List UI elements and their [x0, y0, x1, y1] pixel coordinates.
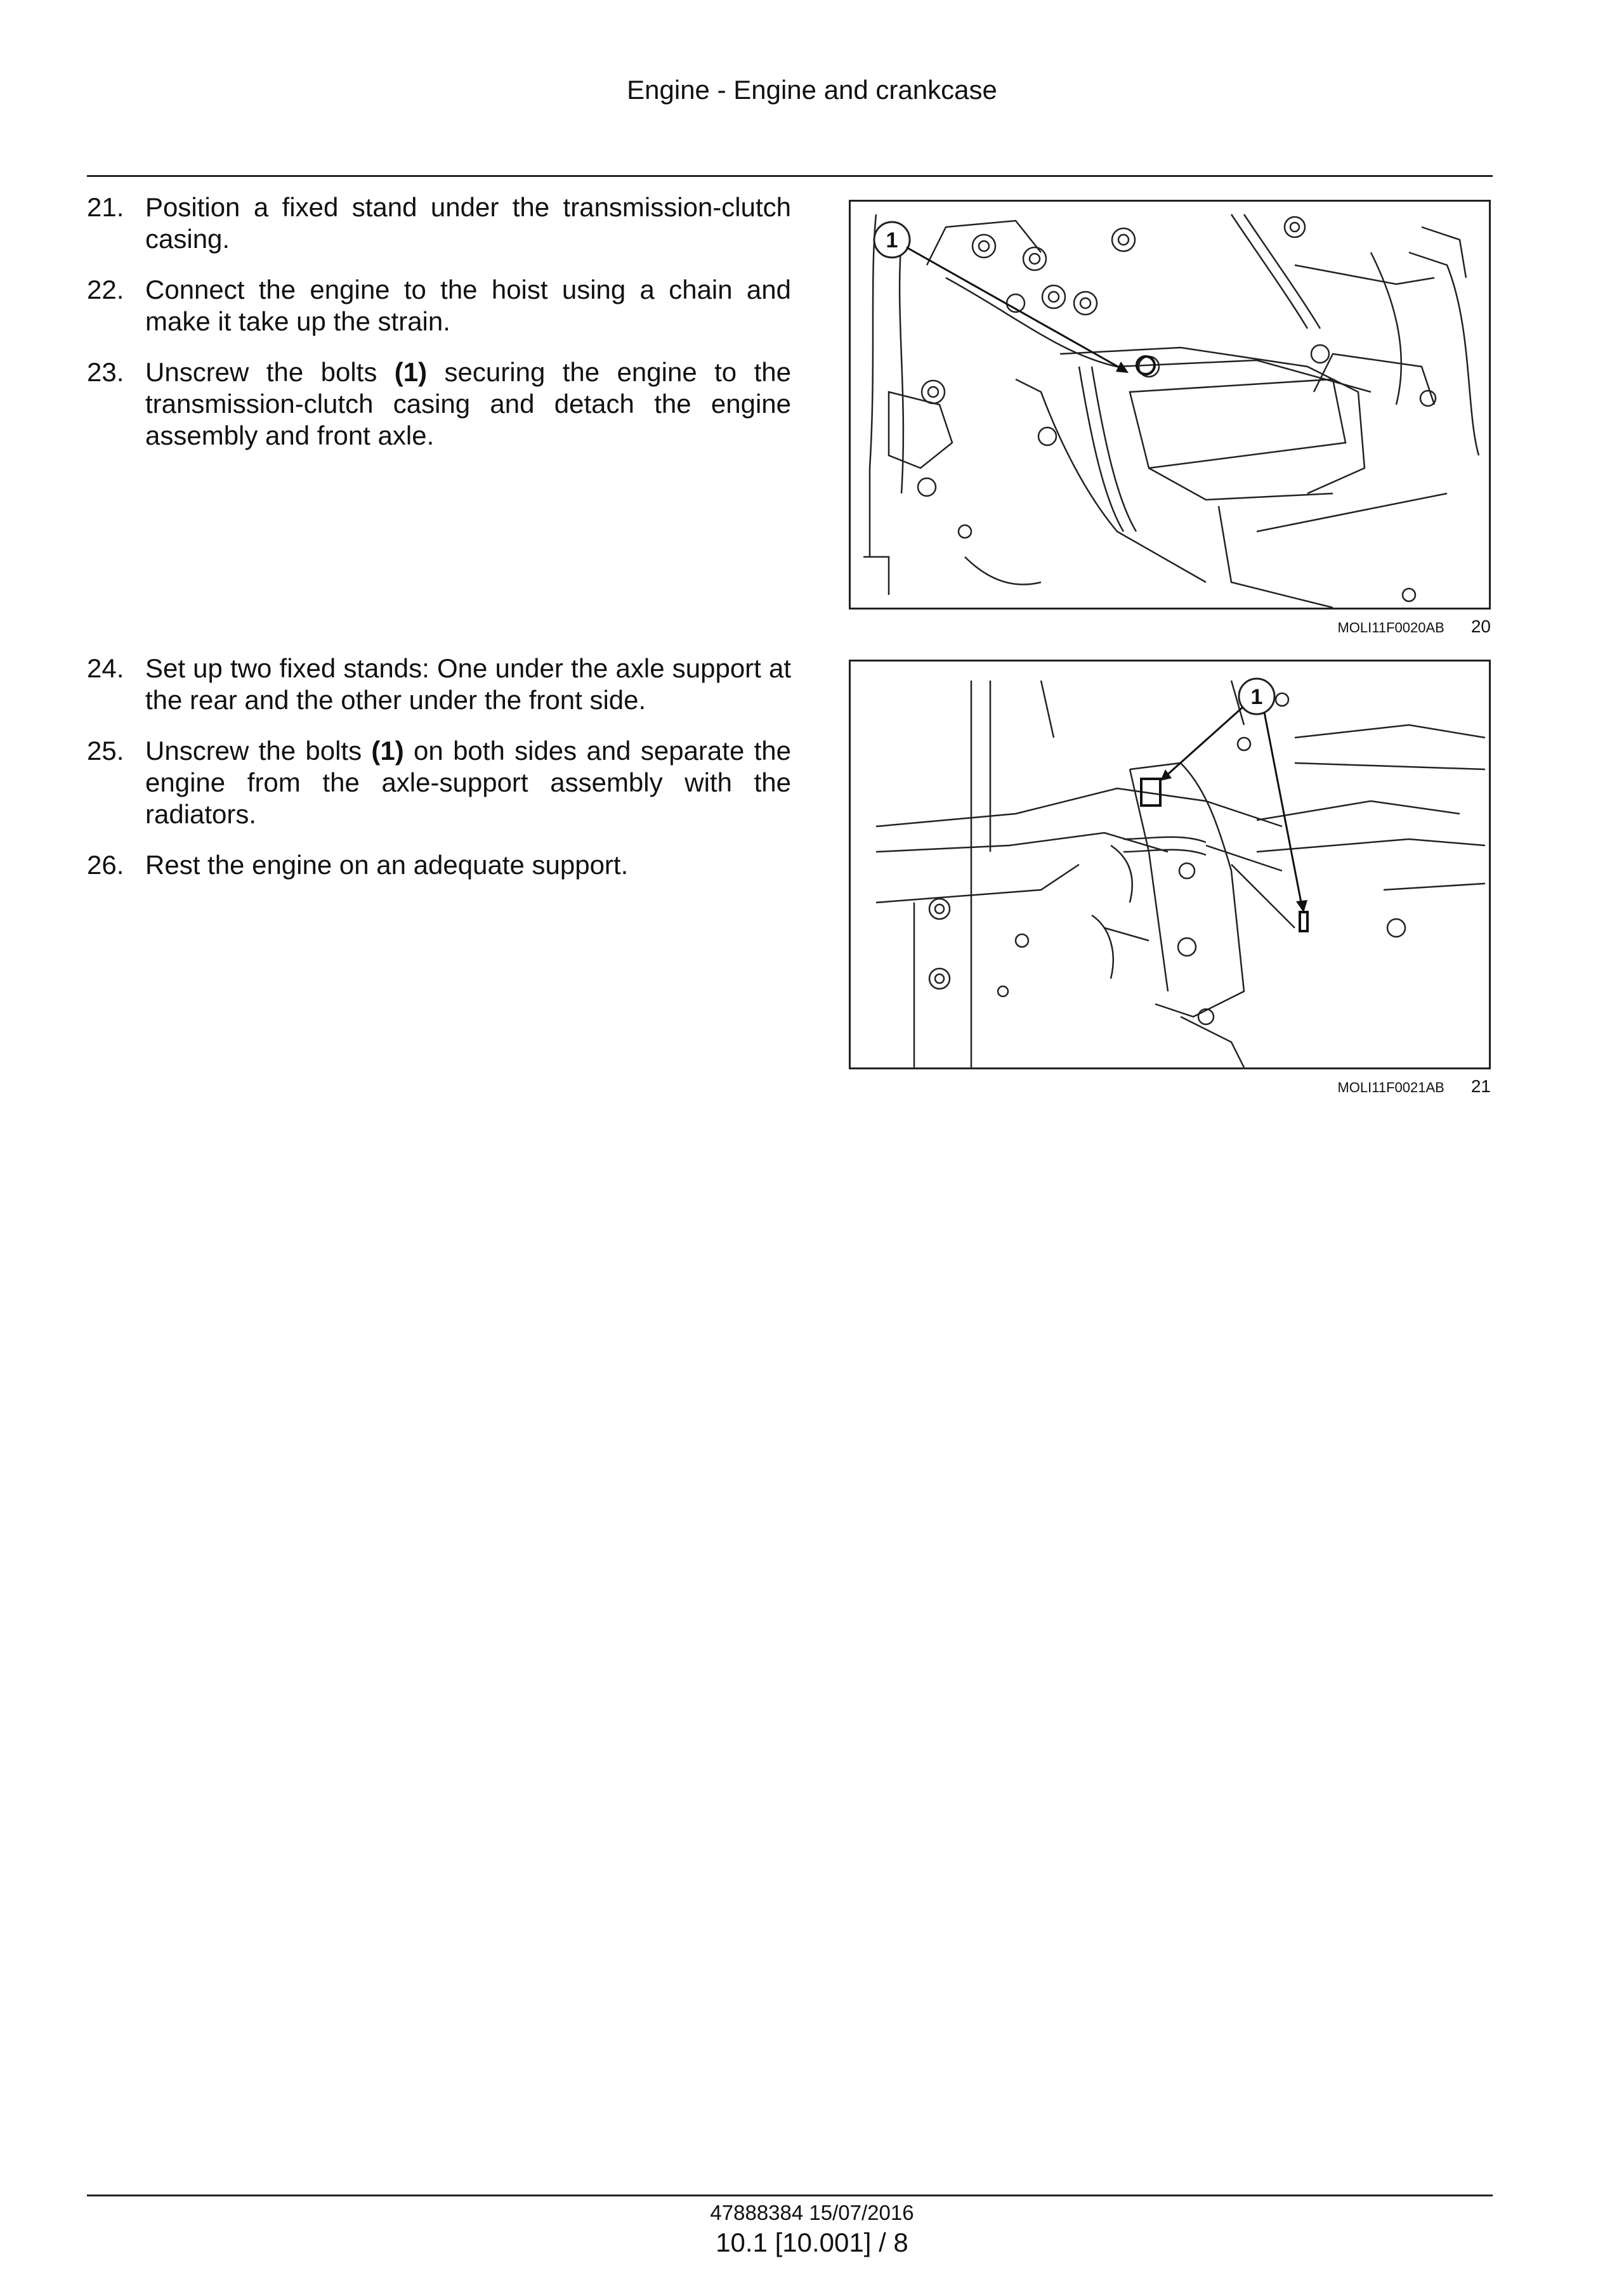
step-callout-ref: (1) — [394, 357, 428, 387]
step-number: 24. — [87, 653, 124, 683]
page-header-title: Engine - Engine and crankcase — [627, 75, 997, 105]
steps-list-1 — [87, 192, 791, 471]
axle-support-drawing — [851, 662, 1489, 1067]
figure-21-illustration — [849, 660, 1491, 1069]
step-item — [87, 653, 791, 716]
figure-number: 20 — [1470, 616, 1491, 636]
step-callout-ref: (1) — [371, 736, 404, 766]
step-number: 26. — [87, 850, 124, 880]
step-text-pre: Unscrew the bolts — [145, 736, 372, 766]
step-text: Rest the engine on an adequate support. — [145, 850, 629, 880]
step-number: 23. — [87, 357, 124, 387]
step-text: Set up two fixed stands: One under the axle support at the rear and the other under the front side. — [145, 653, 791, 715]
step-item — [87, 356, 791, 452]
footer-doc-code: 47888384 15/07/2016 — [710, 2201, 914, 2224]
step-number: 21. — [87, 192, 124, 222]
figure-20-caption — [849, 616, 1491, 637]
figure-21-caption — [849, 1076, 1491, 1097]
figure-code: MOLI11F0020AB — [1337, 620, 1444, 636]
step-item — [87, 849, 791, 881]
callout-label: 1 — [886, 228, 898, 252]
step-item — [87, 735, 791, 830]
step-item — [87, 192, 791, 255]
footer-page-number: 10.1 [10.001] / 8 — [716, 2228, 908, 2257]
step-text: Connect the engine to the hoist using a chain and make it take up the strain. — [145, 275, 791, 336]
step-number: 25. — [87, 736, 124, 766]
step-text-pre: Unscrew the bolts — [145, 357, 395, 387]
figure-number: 21 — [1470, 1076, 1491, 1096]
step-number: 22. — [87, 275, 124, 304]
footer-rule — [87, 2195, 1493, 2196]
step-item — [87, 274, 791, 337]
step-text: Position a fixed stand under the transmission-clutch casing. — [145, 192, 791, 254]
figure-20-illustration — [849, 200, 1491, 610]
steps-list-2 — [87, 653, 791, 900]
step-text-post: on both sides and separate the engine from the axle-support assembly with the radiators. — [145, 736, 791, 829]
header-rule — [87, 175, 1493, 177]
figure-code: MOLI11F0021AB — [1337, 1080, 1444, 1095]
callout-label: 1 — [1250, 685, 1263, 709]
engine-mount-drawing — [851, 202, 1489, 608]
step-text-post: securing the engine to the transmission-clutch casing and detach the engine assembly and front axle. — [145, 357, 791, 450]
